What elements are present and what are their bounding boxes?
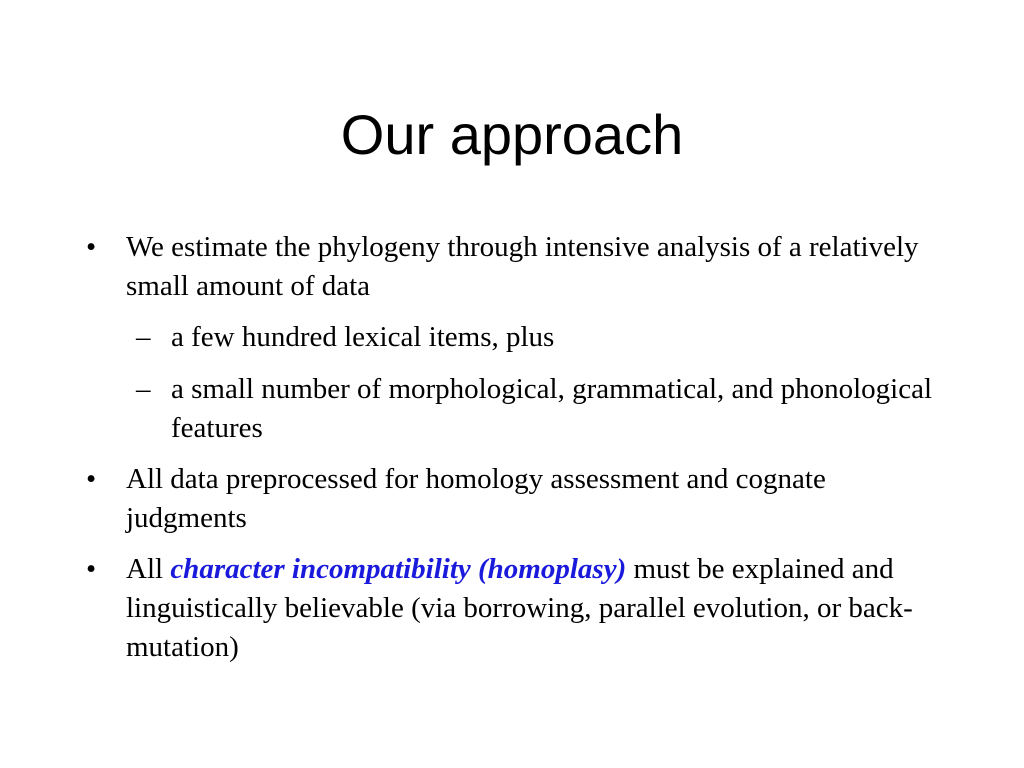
sub-marker-2: – <box>136 373 151 405</box>
bullet-marker-2: • <box>86 463 97 495</box>
bullet-3-suffix: must be explained and linguistically believable (via borrowing, parallel evolution, or back-mutation) <box>126 553 913 663</box>
bullet-3-prefix: All <box>126 553 171 585</box>
bullet-marker-1: • <box>86 231 97 263</box>
bullet-1-text: We estimate the phylogeny through intensive analysis of a relatively small amount of data <box>126 231 919 302</box>
subitem-1-text: a few hundred lexical items, plus <box>171 321 555 353</box>
bullet-3-text <box>126 550 946 667</box>
subitem-2-text: a small number of morphological, grammatical, and phonological features <box>171 373 933 444</box>
slide-title: Our approach <box>340 103 684 166</box>
bullet-3-emphasis: character incompatibility (homoplasy) <box>170 553 627 585</box>
bullet-2-text: All data preprocessed for homology assessment and cognate judgments <box>126 463 826 534</box>
bullet-marker-3: • <box>86 553 97 585</box>
sub-marker-1: – <box>136 321 151 353</box>
